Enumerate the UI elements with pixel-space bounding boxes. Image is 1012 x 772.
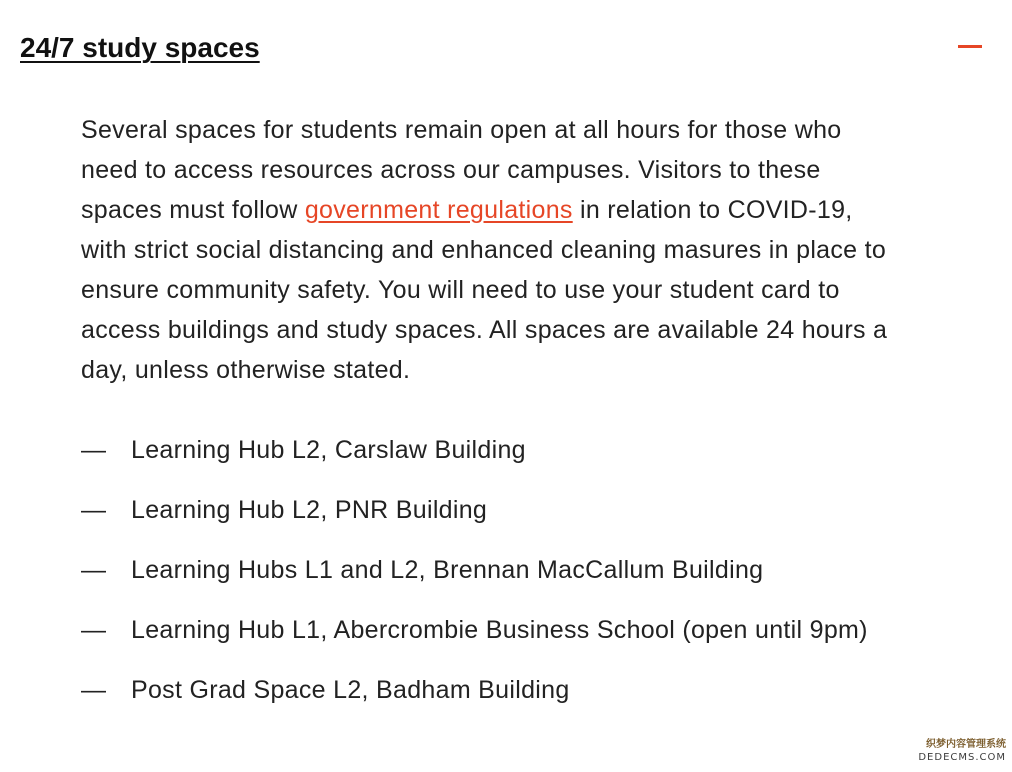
list-item-label: Learning Hub L1, Abercrombie Business School (open until 9pm) bbox=[131, 616, 868, 644]
dash-bullet: — bbox=[81, 556, 107, 584]
watermark-line-2: DEDECMS.COM bbox=[918, 752, 1006, 763]
accordion-content bbox=[81, 110, 901, 730]
minus-icon bbox=[958, 45, 982, 48]
accordion-header[interactable] bbox=[20, 28, 992, 68]
list-item-label: Learning Hub L2, Carslaw Building bbox=[131, 436, 526, 464]
dash-bullet: — bbox=[81, 616, 107, 644]
watermark-line-1: 织梦内容管理系统 bbox=[926, 739, 1006, 750]
list-item-label: Post Grad Space L2, Badham Building bbox=[131, 676, 570, 704]
list-item bbox=[81, 550, 901, 590]
study-space-list bbox=[81, 430, 901, 710]
intro-text-before-link: Several spaces for students remain open at all hours for those who need to access resources across our campuses. Visitors to these spaces must follow bbox=[81, 116, 842, 224]
list-item-label: Learning Hubs L1 and L2, Brennan MacCallum Building bbox=[131, 556, 764, 584]
dash-bullet: — bbox=[81, 676, 107, 704]
intro-text-after-link: in relation to COVID-19, with strict social distancing and enhanced cleaning masures in place to ensure community safety. You will need to use your student card to access buildings and study spaces. All spaces are available 24 hours a day, unless otherwise stated. bbox=[81, 196, 888, 384]
list-item bbox=[81, 430, 901, 470]
dash-bullet: — bbox=[81, 436, 107, 464]
accordion-title[interactable]: 24/7 study spaces bbox=[20, 32, 260, 63]
intro-paragraph bbox=[81, 110, 901, 390]
list-item bbox=[81, 670, 901, 710]
list-item-label: Learning Hub L2, PNR Building bbox=[131, 496, 488, 524]
list-item bbox=[81, 490, 901, 530]
dash-bullet: — bbox=[81, 496, 107, 524]
watermark bbox=[902, 738, 1006, 766]
government-regulations-link[interactable]: government regulations bbox=[304, 196, 573, 224]
collapse-toggle[interactable] bbox=[958, 35, 984, 61]
list-item bbox=[81, 610, 901, 650]
